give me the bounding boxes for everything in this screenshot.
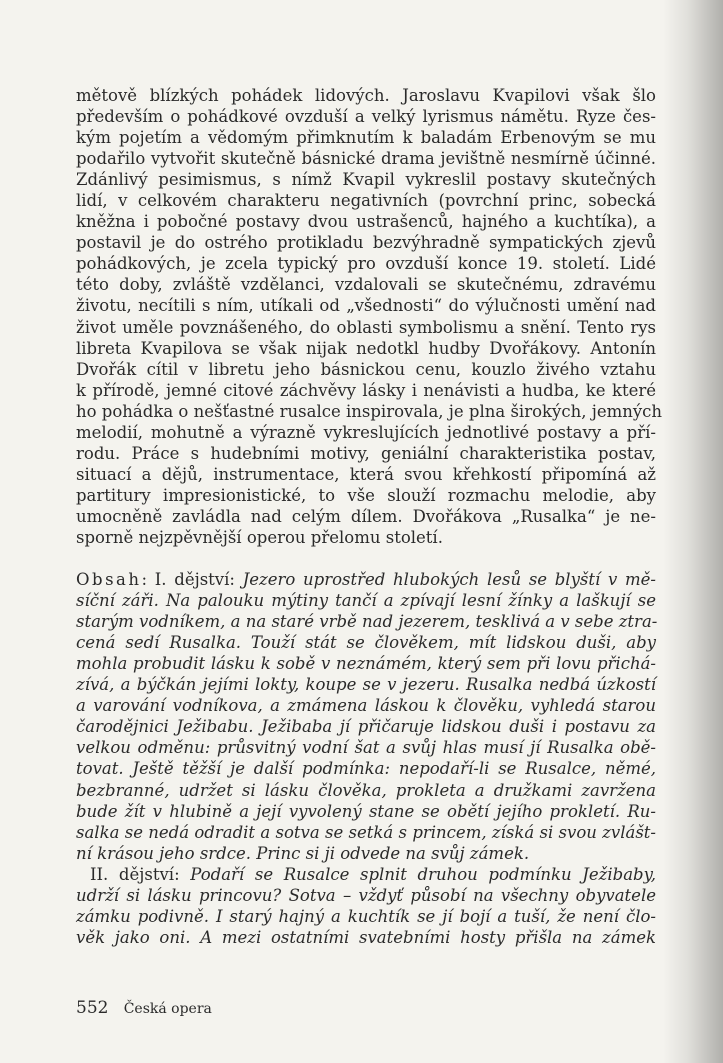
synopsis-text: zámku podivně. I starý hajný a kuchtík se jí bojí a tuší, že není člo- [76, 906, 656, 926]
page-edge-shadow [663, 0, 723, 1063]
synopsis-text: mohla probudit lásku k sobě v neznámém, který sem při lovu přichá- [76, 654, 656, 674]
text-line: situací a dějů, instrumentace, která svou křehkostí připomíná až [76, 464, 656, 484]
synopsis-line [76, 822, 656, 843]
synopsis-text: salka se nedá odradit a sotva se setká s princem, získá si svou zvlášt- [76, 822, 656, 842]
act2-first-line [76, 864, 656, 885]
text-line: lidí, v celkovém charakteru negativních (povrchní princ, sobecká [76, 191, 656, 211]
text-line: rodu. Práce s hudebními motivy, geniální charakteristika postav, [76, 443, 656, 463]
synopsis-line [76, 611, 656, 632]
synopsis-text: starým vodníkem, a na staré vrbě nad jezerem, tesklivá a v sebe ztra- [76, 612, 658, 632]
synopsis-line [76, 843, 656, 864]
synopsis-line [76, 927, 656, 948]
text-line: kým pojetím a vědomým přimknutím k baladám Erbenovým se mu [76, 128, 656, 148]
text-line: sporně nejzpěvnější operou přelomu století. [76, 527, 443, 547]
synopsis-line [76, 801, 656, 822]
synopsis-line [76, 590, 656, 611]
synopsis-text: velkou odměnu: průsvitný vodní šat a svůj hlas musí jí Rusalka obě- [76, 738, 656, 758]
text-line: životu, necítili s ním, utíkali od „všednosti“ do výlučnosti umění nad [76, 296, 656, 316]
act1-text: Jezero uprostřed hlubokých lesů se blyští v mě- [242, 570, 656, 590]
synopsis-text: čarodějnici Ježibabu. Ježibaba jí přičaruje lidskou duši i postavu za [76, 717, 656, 737]
synopsis-heading: Obsah [76, 570, 142, 590]
synopsis-line [76, 653, 656, 674]
text-line: umocněně zavládla nad celým dílem. Dvořákova „Rusalka“ je ne- [76, 506, 656, 526]
text-line: postavil je do ostrého protikladu bezvýhradně sympatických zjevů [76, 233, 656, 253]
synopsis-text: zívá, a býčkán jejími lokty, koupe se v jezeru. Rusalka nedbá úzkostí [76, 675, 656, 695]
text-line: mětově blízkých pohádek lidových. Jaroslavu Kvapilovi však šlo [76, 86, 656, 105]
synopsis-text: věk jako oni. A mezi ostatními svatebními hosty přišla na zámek [76, 927, 656, 947]
synopsis-line [76, 906, 656, 927]
text-line: melodií, mohutně a výrazně vykreslujících jednotlivé postavy a pří- [76, 422, 656, 442]
act2-text: Podaří se Rusalce splnit druhou podmínku Ježibaby, [190, 864, 656, 884]
book-page [76, 85, 663, 948]
text-line: Zdánlivý pesimismus, s nímž Kvapil vykreslil postavy skutečných [76, 170, 656, 190]
synopsis-first-line [76, 569, 656, 590]
synopsis-line [76, 758, 656, 779]
text-line: libreta Kvapilova se však nijak nedotkl hudby Dvořákovy. Antonín [76, 338, 656, 358]
synopsis-text: tovat. Ještě těžší je další podmínka: nepodaří-li se Rusalce, němé, [76, 759, 656, 779]
text-line: především o pohádkové ovzduší a velký lyrismus námětu. Ryze čes- [76, 107, 656, 127]
synopsis-text: síční záři. Na palouku mýtiny tančí a zpívají lesní žínky a laškují se [76, 591, 656, 611]
intro-paragraph [76, 85, 663, 548]
page-footer [76, 998, 212, 1018]
text-line: partitury impresionistické, to vše slouží rozmachu melodie, aby [76, 485, 656, 505]
synopsis-text: ní krásou jeho srdce. Princ si ji odvede na svůj zámek. [76, 843, 530, 863]
text-line: ho pohádka o nešťastné rusalce inspirovala, je plna širokých, jemných [76, 401, 663, 421]
synopsis-line [76, 780, 656, 801]
page-number: 552 [76, 998, 109, 1018]
synopsis-text: bezbranné, udržet si lásku člověka, prokleta a družkami zavržena [76, 780, 656, 800]
text-line: pohádkových, je zcela typický pro ovzduší konce 19. století. Lidé [76, 254, 656, 274]
synopsis-line [76, 695, 656, 716]
synopsis-line [76, 885, 656, 906]
synopsis-text: a varování vodníkova, a zmámena láskou k člověku, vyhledá starou [76, 696, 656, 716]
running-title: Česká opera [123, 1001, 212, 1017]
text-line: život uměle povznášeného, do oblasti symbolismu a snění. Tento rys [76, 317, 656, 337]
text-line: podařilo vytvořit skutečně básnické drama jevištně nesmírně účinné. [76, 149, 656, 169]
text-line: k přírodě, jemné citové záchvěvy lásky i nenávisti a hudba, ke které [76, 380, 656, 400]
synopsis-line [76, 716, 656, 737]
act1-label: : I. dějství: [141, 570, 243, 590]
text-line: Dvořák cítil v libretu jeho básnickou cenu, kouzlo živého vztahu [76, 359, 656, 379]
act2-label: II. dějství: [90, 864, 191, 884]
synopsis-line [76, 674, 656, 695]
synopsis-text: udrží si lásku princovu? Sotva – vždyť působí na všechny obyvatele [76, 885, 656, 905]
text-line: kněžna i pobočné postavy dvou ustrašenců, hajného a kuchtíka), a [76, 212, 656, 232]
synopsis-text: bude žít v hlubině a její vyvolený stane se obětí jejího prokletí. Ru- [76, 801, 656, 821]
synopsis-text: cená sedí Rusalka. Touží stát se člověkem, mít lidskou duši, aby [76, 633, 656, 653]
synopsis-section [76, 569, 656, 948]
synopsis-line [76, 737, 656, 758]
synopsis-line [76, 632, 656, 653]
text-line: této doby, zvláště vzdělanci, vzdalovali se skutečnému, zdravému [76, 275, 656, 295]
